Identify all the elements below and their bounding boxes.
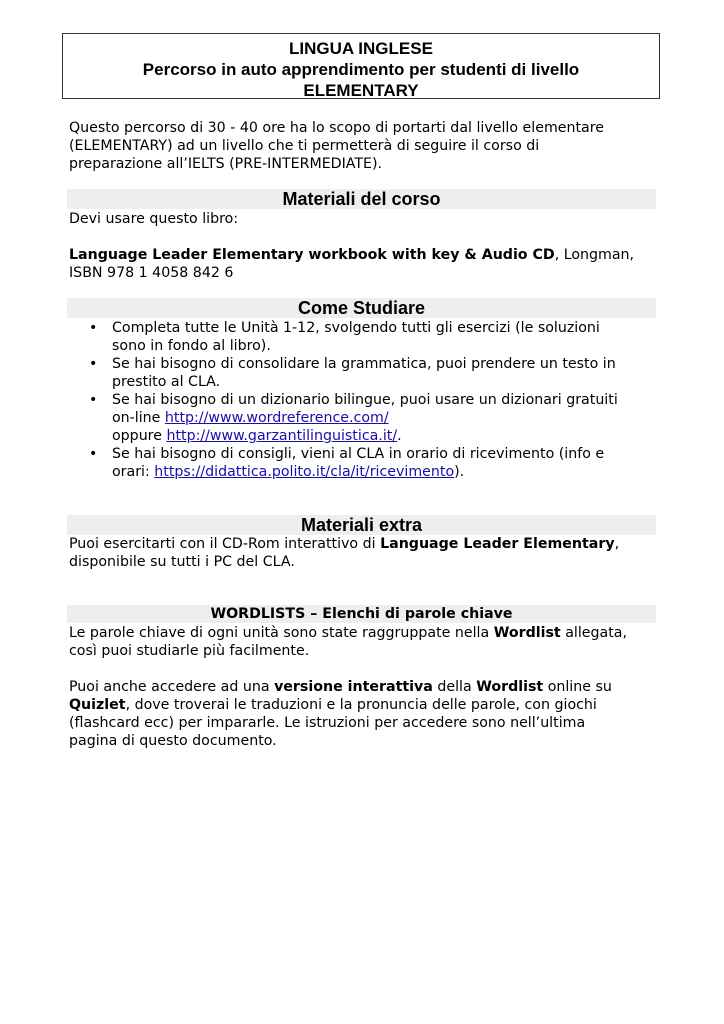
extra-paragraph (69, 535, 659, 571)
interactive-version-bold: versione interattiva (274, 679, 433, 695)
bullet-text-part: oppure (112, 428, 167, 444)
bullet-text: Completa tutte le Unità 1-12, svolgendo tutti gli esercizi (le soluzioni (112, 320, 600, 336)
wordlists-line (69, 696, 659, 714)
materiali-intro: Devi usare questo libro: (69, 211, 239, 227)
bullet-text: prestito al CLA. (112, 374, 221, 390)
bullet-text (112, 463, 659, 481)
wordreference-link[interactable]: http://www.wordreference.com/ (164, 410, 389, 426)
list-item (69, 355, 659, 391)
bullet-icon: • (89, 392, 98, 408)
extra-text: , (614, 536, 620, 552)
list-item (69, 391, 659, 445)
ricevimento-link[interactable]: https://didattica.polito.it/cla/it/ricevimento (154, 464, 455, 480)
book-publisher: , Longman, (554, 247, 635, 263)
extra-line: disponibile su tutti i PC del CLA. (69, 554, 295, 570)
bullet-text: sono in fondo al libro). (112, 338, 271, 354)
bullet-text: Se hai bisogno di un dizionario bilingue, puoi usare un dizionari gratuiti (112, 392, 618, 408)
bullet-icon: • (89, 446, 98, 462)
section-heading-studiare: Come Studiare (67, 298, 656, 318)
bullet-text (112, 427, 659, 445)
bullet-text (112, 409, 659, 427)
list-item (69, 319, 659, 355)
wordlists-line: pagina di questo documento. (69, 733, 277, 749)
intro-line: preparazione all’IELTS (PRE-INTERMEDIATE). (69, 156, 383, 172)
document-title-box (62, 33, 660, 99)
garzanti-link[interactable]: http://www.garzantilinguistica.it/ (166, 428, 398, 444)
materiali-paragraph (69, 210, 659, 282)
bullet-text-part: orari: (112, 464, 155, 480)
wordlist-bold: Wordlist (476, 679, 544, 695)
wordlists-text: Le parole chiave di ogni unità sono state raggruppate nella (69, 625, 494, 641)
wordlists-line: (flashcard ecc) per impararle. Le istruzioni per accedere sono nell’ultima (69, 715, 586, 731)
study-bullet-list (69, 319, 659, 481)
section-heading-materiali: Materiali del corso (67, 189, 656, 209)
wordlists-text: allegata, (560, 625, 627, 641)
bullet-icon: • (89, 356, 98, 372)
wordlists-line (69, 624, 659, 642)
extra-line (69, 535, 659, 553)
bullet-text: Se hai bisogno di consigli, vieni al CLA in orario di ricevimento (info e (112, 446, 605, 462)
section-heading-extra: Materiali extra (67, 515, 656, 535)
book-reference (69, 246, 659, 264)
intro-line: Questo percorso di 30 - 40 ore ha lo scopo di portarti dal livello elementare (69, 120, 604, 136)
wordlists-text: Puoi anche accedere ad una (69, 679, 275, 695)
wordlists-line (69, 678, 659, 696)
bullet-text: Se hai bisogno di consolidare la grammatica, puoi prendere un testo in (112, 356, 616, 372)
cdrom-title: Language Leader Elementary (380, 536, 615, 552)
list-item (69, 445, 659, 481)
quizlet-bold: Quizlet (69, 697, 126, 713)
bullet-text-part: . (397, 428, 402, 444)
wordlists-paragraph (69, 624, 659, 750)
wordlists-text: online su (543, 679, 612, 695)
title-line-1: LINGUA INGLESE (289, 39, 433, 58)
bullet-icon: • (89, 320, 98, 336)
wordlist-bold: Wordlist (493, 625, 561, 641)
wordlists-line: così puoi studiarle più facilmente. (69, 643, 310, 659)
bullet-text-part: ). (454, 464, 465, 480)
book-title: Language Leader Elementary workbook with key & Audio CD (69, 247, 555, 263)
intro-paragraph (69, 119, 659, 173)
intro-line: (ELEMENTARY) ad un livello che ti permetterà di seguire il corso di (69, 138, 540, 154)
bullet-text-part: on-line (112, 410, 165, 426)
section-heading-wordlists: WORDLISTS – Elenchi di parole chiave (67, 605, 656, 623)
wordlists-text: , dove troverai le traduzioni e la pronuncia delle parole, con giochi (125, 697, 597, 713)
book-isbn: ISBN 978 1 4058 842 6 (69, 265, 234, 281)
title-line-2: Percorso in auto apprendimento per studenti di livello (142, 60, 580, 79)
title-line-3: ELEMENTARY (303, 81, 419, 100)
extra-text: Puoi esercitarti con il CD-Rom interattivo di (69, 536, 381, 552)
wordlists-text: della (432, 679, 477, 695)
